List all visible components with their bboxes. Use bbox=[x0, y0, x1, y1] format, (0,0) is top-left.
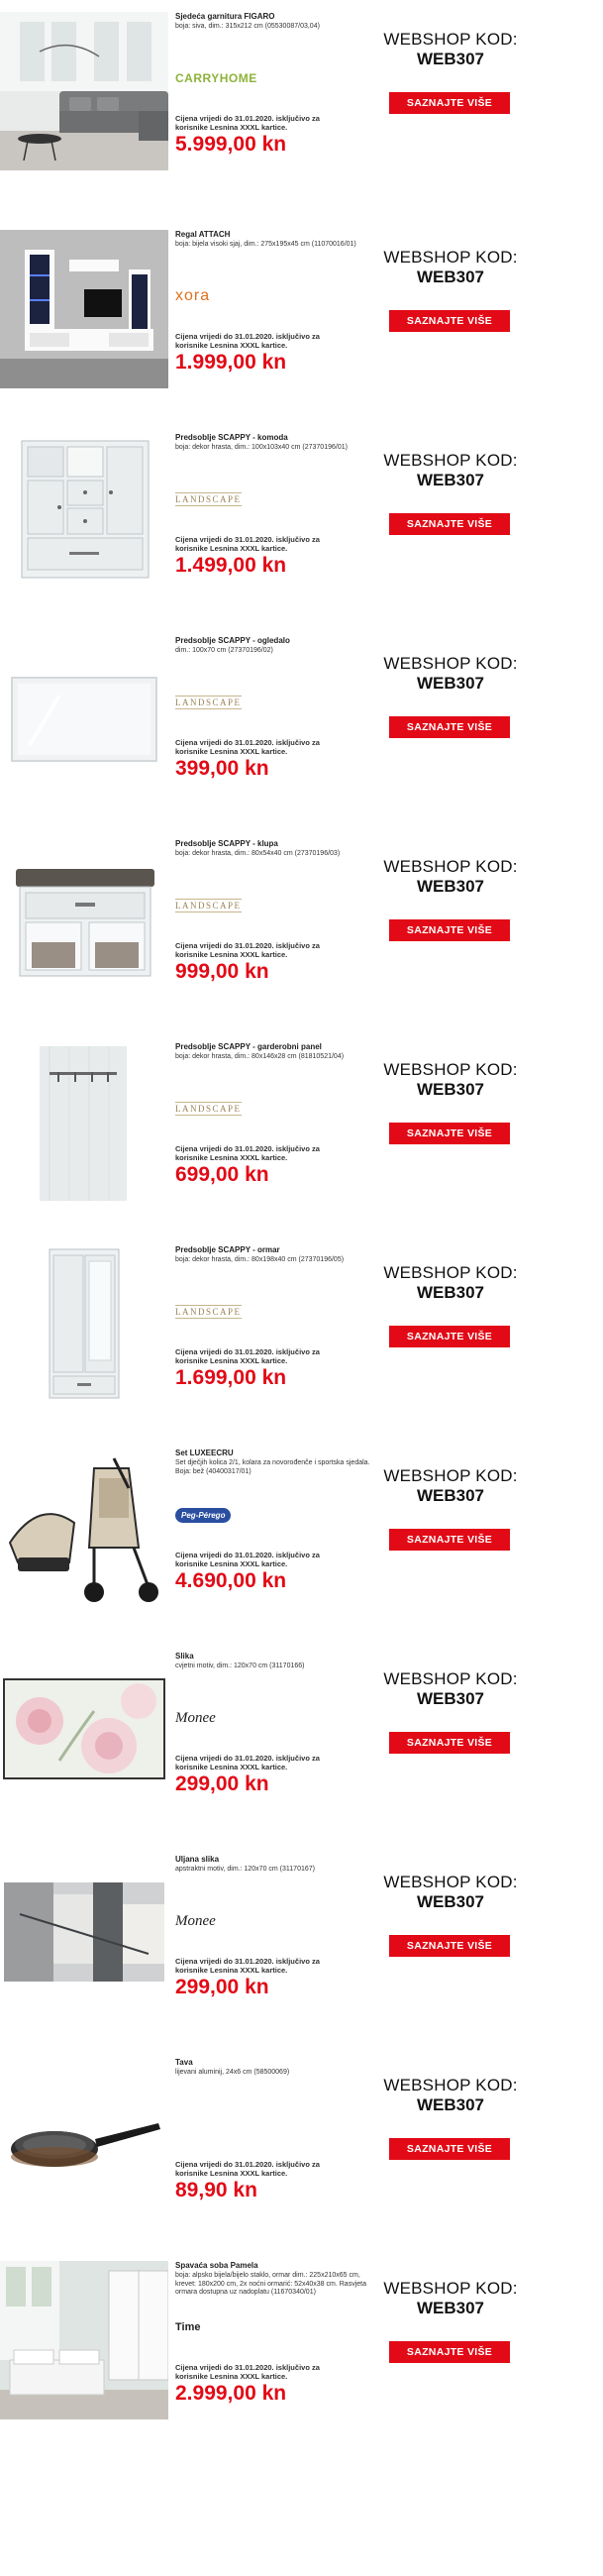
wall-unit-image[interactable] bbox=[0, 230, 168, 388]
product-title: Set LUXEECRU bbox=[175, 1449, 234, 1457]
learn-more-button[interactable]: SAZNAJTE VIŠE bbox=[389, 716, 510, 738]
product-description: boja: siva, dim.: 315x212 cm (05530087/03,04) bbox=[175, 23, 320, 30]
product-card-8 bbox=[0, 1437, 603, 1640]
dresser-image[interactable] bbox=[0, 433, 168, 591]
product-card-1 bbox=[0, 0, 603, 218]
webshop-code-label: WEBSHOP KOD: bbox=[383, 654, 518, 673]
webshop-code bbox=[376, 248, 525, 287]
webshop-code-label: WEBSHOP KOD: bbox=[383, 2279, 518, 2298]
product-title: Predsoblje SCAPPY - ogledalo bbox=[175, 636, 290, 645]
landscape-logo bbox=[175, 691, 242, 714]
product-card-6 bbox=[0, 1030, 603, 1234]
product-info bbox=[175, 12, 373, 180]
monee-logo bbox=[175, 1909, 216, 1933]
product-info bbox=[175, 230, 373, 398]
product-price: 4.690,00 kn bbox=[175, 1569, 287, 1592]
product-card-2 bbox=[0, 218, 603, 421]
landscape-logo-text: LANDSCAPE bbox=[175, 698, 242, 707]
landscape-logo bbox=[175, 1097, 242, 1121]
webshop-code-value: WEB307 bbox=[416, 471, 485, 489]
price-note: Cijena vrijedi do 31.01.2020. isključivo za korisnike Lesnina XXXL kartice. bbox=[175, 2363, 320, 2381]
product-card-12 bbox=[0, 2249, 603, 2452]
webshop-code-label: WEBSHOP KOD: bbox=[383, 2076, 518, 2094]
webshop-code-value: WEB307 bbox=[416, 1689, 485, 1708]
learn-more-button[interactable]: SAZNAJTE VIŠE bbox=[389, 92, 510, 114]
webshop-code-label: WEBSHOP KOD: bbox=[383, 857, 518, 876]
learn-more-button[interactable]: SAZNAJTE VIŠE bbox=[389, 1732, 510, 1754]
learn-more-button[interactable]: SAZNAJTE VIŠE bbox=[389, 1935, 510, 1957]
product-price: 5.999,00 kn bbox=[175, 133, 287, 156]
product-price: 999,00 kn bbox=[175, 960, 269, 983]
landscape-logo-text: LANDSCAPE bbox=[175, 1104, 242, 1114]
floral-painting-image[interactable] bbox=[0, 1652, 168, 1810]
peg-perego-logo-text: Peg-Pérego bbox=[175, 1508, 231, 1523]
webshop-code-value: WEB307 bbox=[416, 2095, 485, 2114]
landscape-logo-text: LANDSCAPE bbox=[175, 494, 242, 504]
carryhome-logo bbox=[175, 66, 257, 90]
product-card-3 bbox=[0, 421, 603, 624]
learn-more-button[interactable]: SAZNAJTE VIŠE bbox=[389, 1529, 510, 1551]
learn-more-button[interactable]: SAZNAJTE VIŠE bbox=[389, 513, 510, 535]
webshop-code-value: WEB307 bbox=[416, 2299, 485, 2317]
monee-logo bbox=[175, 1706, 216, 1730]
carryhome-logo-text: CARRYHOME bbox=[175, 71, 257, 85]
product-info bbox=[175, 1042, 373, 1211]
learn-more-button[interactable]: SAZNAJTE VIŠE bbox=[389, 1123, 510, 1144]
product-price: 399,00 kn bbox=[175, 757, 269, 780]
webshop-code bbox=[376, 1466, 525, 1506]
price-note: Cijena vrijedi do 31.01.2020. isključivo za korisnike Lesnina XXXL kartice. bbox=[175, 114, 320, 132]
product-info bbox=[175, 636, 373, 805]
product-card-11 bbox=[0, 2046, 603, 2249]
webshop-code bbox=[376, 2279, 525, 2318]
webshop-code bbox=[376, 30, 525, 69]
webshop-code bbox=[376, 1873, 525, 1912]
landscape-logo bbox=[175, 1300, 242, 1324]
product-price: 1.499,00 kn bbox=[175, 554, 287, 577]
price-note: Cijena vrijedi do 31.01.2020. isključivo za korisnike Lesnina XXXL kartice. bbox=[175, 2160, 320, 2178]
product-description: boja: dekor hrasta, dim.: 80x54x40 cm (27370196/03) bbox=[175, 850, 341, 857]
product-title: Regal ATTACH bbox=[175, 230, 231, 239]
product-info bbox=[175, 433, 373, 601]
wardrobe-image[interactable] bbox=[0, 1245, 168, 1404]
product-info bbox=[175, 2261, 373, 2429]
product-description: boja: alpsko bijela/bijelo staklo, ormar dim.: 225x210x65 cm, krevet: 180x200 cm, 2x noćni ormarić: 52x40x38 cm. Rasvjeta ormara dostupna uz nadoplatu (11670340/01) bbox=[175, 2272, 366, 2296]
price-note: Cijena vrijedi do 31.01.2020. isključivo za korisnike Lesnina XXXL kartice. bbox=[175, 941, 320, 959]
price-note: Cijena vrijedi do 31.01.2020. isključivo za korisnike Lesnina XXXL kartice. bbox=[175, 1144, 320, 1162]
xora-logo-text: xora bbox=[175, 287, 211, 304]
price-note: Cijena vrijedi do 31.01.2020. isključivo za korisnike Lesnina XXXL kartice. bbox=[175, 738, 320, 756]
webshop-code-value: WEB307 bbox=[416, 674, 485, 693]
webshop-code-value: WEB307 bbox=[416, 1892, 485, 1911]
price-note: Cijena vrijedi do 31.01.2020. isključivo za korisnike Lesnina XXXL kartice. bbox=[175, 1347, 320, 1365]
webshop-code-value: WEB307 bbox=[416, 877, 485, 896]
price-note: Cijena vrijedi do 31.01.2020. isključivo za korisnike Lesnina XXXL kartice. bbox=[175, 1754, 320, 1771]
webshop-code-value: WEB307 bbox=[416, 1283, 485, 1302]
price-note: Cijena vrijedi do 31.01.2020. isključivo za korisnike Lesnina XXXL kartice. bbox=[175, 535, 320, 553]
coat-panel-image[interactable] bbox=[0, 1042, 168, 1201]
product-card-4 bbox=[0, 624, 603, 827]
product-card-5 bbox=[0, 827, 603, 1030]
product-description: boja: bijela visoki sjaj, dim.: 275x195x45 cm (11070016/01) bbox=[175, 241, 356, 248]
product-description: dim.: 100x70 cm (27370196/02) bbox=[175, 647, 273, 654]
webshop-code-label: WEBSHOP KOD: bbox=[383, 1669, 518, 1688]
product-price: 89,90 kn bbox=[175, 2179, 257, 2201]
webshop-code-label: WEBSHOP KOD: bbox=[383, 1263, 518, 1282]
product-description: boja: dekor hrasta, dim.: 100x103x40 cm (27370196/01) bbox=[175, 444, 348, 451]
webshop-code-label: WEBSHOP KOD: bbox=[383, 1060, 518, 1079]
product-title: Tava bbox=[175, 2058, 193, 2067]
stroller-image[interactable] bbox=[0, 1449, 168, 1607]
product-title: Uljana slika bbox=[175, 1855, 220, 1864]
landscape-logo bbox=[175, 894, 242, 917]
price-note: Cijena vrijedi do 31.01.2020. isključivo za korisnike Lesnina XXXL kartice. bbox=[175, 1957, 320, 1975]
product-card-9 bbox=[0, 1640, 603, 1843]
product-info bbox=[175, 1245, 373, 1414]
learn-more-button[interactable]: SAZNAJTE VIŠE bbox=[389, 1326, 510, 1347]
product-info bbox=[175, 1652, 373, 1820]
product-title: Spavaća soba Pamela bbox=[175, 2261, 258, 2270]
product-price: 299,00 kn bbox=[175, 1772, 269, 1795]
price-note: Cijena vrijedi do 31.01.2020. isključivo za korisnike Lesnina XXXL kartice. bbox=[175, 1551, 320, 1568]
product-description: lijevani aluminij, 24x6 cm (58500069) bbox=[175, 2069, 290, 2076]
price-note: Cijena vrijedi do 31.01.2020. isključivo za korisnike Lesnina XXXL kartice. bbox=[175, 332, 320, 350]
bench-image[interactable] bbox=[0, 839, 168, 998]
webshop-code bbox=[376, 1263, 525, 1303]
webshop-code-value: WEB307 bbox=[416, 50, 485, 68]
product-title: Predsoblje SCAPPY - garderobni panel bbox=[175, 1042, 322, 1051]
webshop-code-label: WEBSHOP KOD: bbox=[383, 248, 518, 267]
landscape-logo-text: LANDSCAPE bbox=[175, 901, 242, 911]
webshop-code-value: WEB307 bbox=[416, 268, 485, 286]
webshop-code bbox=[376, 2076, 525, 2115]
monee-logo-text: Monee bbox=[175, 1709, 216, 1726]
product-description: boja: dekor hrasta, dim.: 80x146x28 cm (81810521/04) bbox=[175, 1053, 345, 1060]
product-title: Predsoblje SCAPPY - klupa bbox=[175, 839, 278, 848]
webshop-code bbox=[376, 1669, 525, 1709]
product-description: Set dječjih kolica 2/1, kolara za novorođenče i sportska sjedala. Boja: bež (40400317/01) bbox=[175, 1459, 370, 1475]
product-info bbox=[175, 839, 373, 1008]
webshop-code bbox=[376, 857, 525, 897]
product-description: apstraktni motiv, dim.: 120x70 cm (31170167) bbox=[175, 1866, 315, 1873]
webshop-code-label: WEBSHOP KOD: bbox=[383, 30, 518, 49]
webshop-code-label: WEBSHOP KOD: bbox=[383, 451, 518, 470]
sofa-image[interactable] bbox=[0, 12, 168, 170]
webshop-code-label: WEBSHOP KOD: bbox=[383, 1873, 518, 1891]
product-price: 1.999,00 kn bbox=[175, 351, 287, 374]
learn-more-button[interactable]: SAZNAJTE VIŠE bbox=[389, 2138, 510, 2160]
product-title: Predsoblje SCAPPY - ormar bbox=[175, 1245, 280, 1254]
webshop-code-value: WEB307 bbox=[416, 1486, 485, 1505]
product-title: Slika bbox=[175, 1652, 194, 1661]
monee-logo-text: Monee bbox=[175, 1912, 216, 1929]
time-logo bbox=[175, 2315, 200, 2339]
peg-perego-logo bbox=[175, 1503, 231, 1527]
product-price: 699,00 kn bbox=[175, 1163, 269, 1186]
webshop-code-value: WEB307 bbox=[416, 1080, 485, 1099]
xora-logo bbox=[175, 284, 210, 308]
product-description: boja: dekor hrasta, dim.: 80x198x40 cm (27370196/05) bbox=[175, 1256, 345, 1263]
product-price: 2.999,00 kn bbox=[175, 2382, 287, 2405]
landscape-logo bbox=[175, 487, 242, 511]
product-info bbox=[175, 1449, 373, 1617]
learn-more-button[interactable]: SAZNAJTE VIŠE bbox=[389, 919, 510, 941]
product-description: cvjetni motiv, dim.: 120x70 cm (31170166) bbox=[175, 1663, 305, 1669]
product-info bbox=[175, 2058, 373, 2226]
frying-pan-image[interactable] bbox=[0, 2058, 168, 2216]
product-info bbox=[175, 1855, 373, 2023]
product-title: Sjedeća garnitura FIGARO bbox=[175, 12, 275, 21]
landscape-logo-text: LANDSCAPE bbox=[175, 1307, 242, 1317]
bedroom-image[interactable] bbox=[0, 2261, 168, 2419]
abstract-painting-image[interactable] bbox=[0, 1855, 168, 2013]
product-price: 299,00 kn bbox=[175, 1976, 269, 1998]
product-price: 1.699,00 kn bbox=[175, 1366, 287, 1389]
product-title: Predsoblje SCAPPY - komoda bbox=[175, 433, 288, 442]
product-card-7 bbox=[0, 1234, 603, 1437]
webshop-code bbox=[376, 451, 525, 490]
product-card-10 bbox=[0, 1843, 603, 2046]
time-logo-text: Time bbox=[175, 2321, 201, 2333]
webshop-code-label: WEBSHOP KOD: bbox=[383, 1466, 518, 1485]
mirror-image[interactable] bbox=[0, 636, 168, 795]
webshop-code bbox=[376, 1060, 525, 1100]
learn-more-button[interactable]: SAZNAJTE VIŠE bbox=[389, 2341, 510, 2363]
webshop-code bbox=[376, 654, 525, 694]
learn-more-button[interactable]: SAZNAJTE VIŠE bbox=[389, 310, 510, 332]
